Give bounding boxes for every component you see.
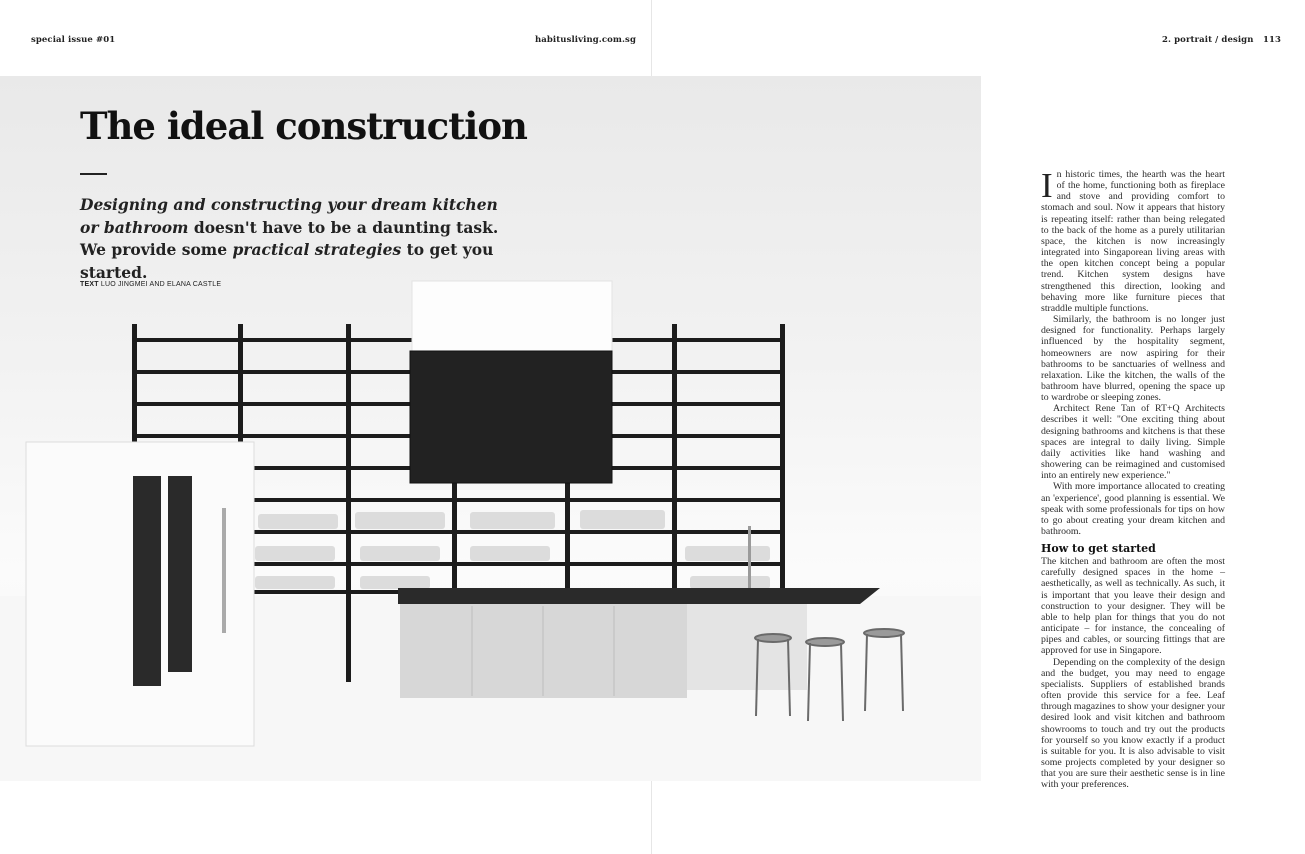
paragraph-planning: With more importance allocated to creating an 'experience', good planning is essential. We speak with some professionals for tips on how to go about creating your dream kitchen and bathroom. [1041,481,1225,537]
tap [748,526,751,588]
black-panel [410,351,612,483]
article-headline: The ideal construction [80,104,527,148]
kitchen-illustration [0,76,981,781]
section-subhead: How to get started [1041,542,1156,556]
island-worktop [398,588,880,604]
deck-text-end: to get you started. [80,240,494,282]
website-label: habitusliving.com.sg [535,35,636,45]
deck-italic-lead: Designing and constructing your dream kitchen or bathroom [80,195,498,237]
paragraph-intro [1041,166,1225,314]
issue-label: special issue #01 [31,35,116,45]
deck-italic-emphasis: practical strategies [232,240,402,259]
paragraph-get-started: The kitchen and bathroom are often the most carefully designed spaces in the home – aesthetically, as well as technically. As such, it is important that you leave their design and construction to your designer. They will be able to help plan for things that you do not anticipate – for instance, the concealing of pipes and cables, or sourcing fittings that are approved for use in Singapore. [1041,556,1225,657]
byline-label: TEXT [80,281,99,288]
deck-text: doesn't have to be a daunting task. We provide some [80,217,499,259]
page-number: 113 [1263,35,1282,45]
byline [80,281,221,288]
paragraph-intro-text: n historic times, the hearth was the heart of the home, functioning both as fireplace and stove and providing comfort to stomach and soul. Now it appears that history is repeating itself: rather than being relegated to the back of the home as a purely utilitarian space, the kitchen is now increasingly integrated into Singaporean living areas with the open kitchen concept being a popular trend. Kitchen system designs have strengthened this direction, looking and behaving more like furniture pieces that straddle multiple functions. [1041,169,1225,314]
glass-door-left [133,476,161,686]
byline-names: LUO JINGMEI AND ELANA CASTLE [98,281,222,288]
headline-rule [80,173,107,175]
body-column [1041,166,1225,791]
paragraph-quote: Architect Rene Tan of RT+Q Architects describes it well: "One exciting thing about designing bathrooms and kitchens is that these spaces are integral to daily living. Simple daily activities like hand washing and showering can be reimagined and customised into an entirely new experience." [1041,403,1225,482]
paragraph-bathroom: Similarly, the bathroom is no longer just designed for functionality. Perhaps largely influenced by the hospitality segment, homeowners are now aspiring for their bathrooms to be sanctuaries of wellness and relaxation. Like the kitchen, the walls of the bathroom have blurred, opening the space up to wardrobe or sleeping zones. [1041,314,1225,404]
extractor-hood [412,281,612,351]
glass-door-right [168,476,192,672]
cabinet-handle [222,508,226,633]
drop-cap: I [1041,166,1053,205]
crockery [255,510,770,589]
kitchen-photo [0,76,981,781]
section-label: 2. portrait / design [1162,35,1254,45]
article-deck [80,194,510,284]
paragraph-specialists: Depending on the complexity of the design and the budget, you may need to engage specialists. Suppliers of established brands often provide this service for a fee. Leaf through magazines to show your designer your desired look and visit kitchen and bathroom showrooms to touch and try out the products for yourself so you know exactly if a product is suitable for you. It is also advisable to visit some projects completed by your designer so that you are sure their aesthetic sense is in line with your preferences. [1041,656,1225,791]
